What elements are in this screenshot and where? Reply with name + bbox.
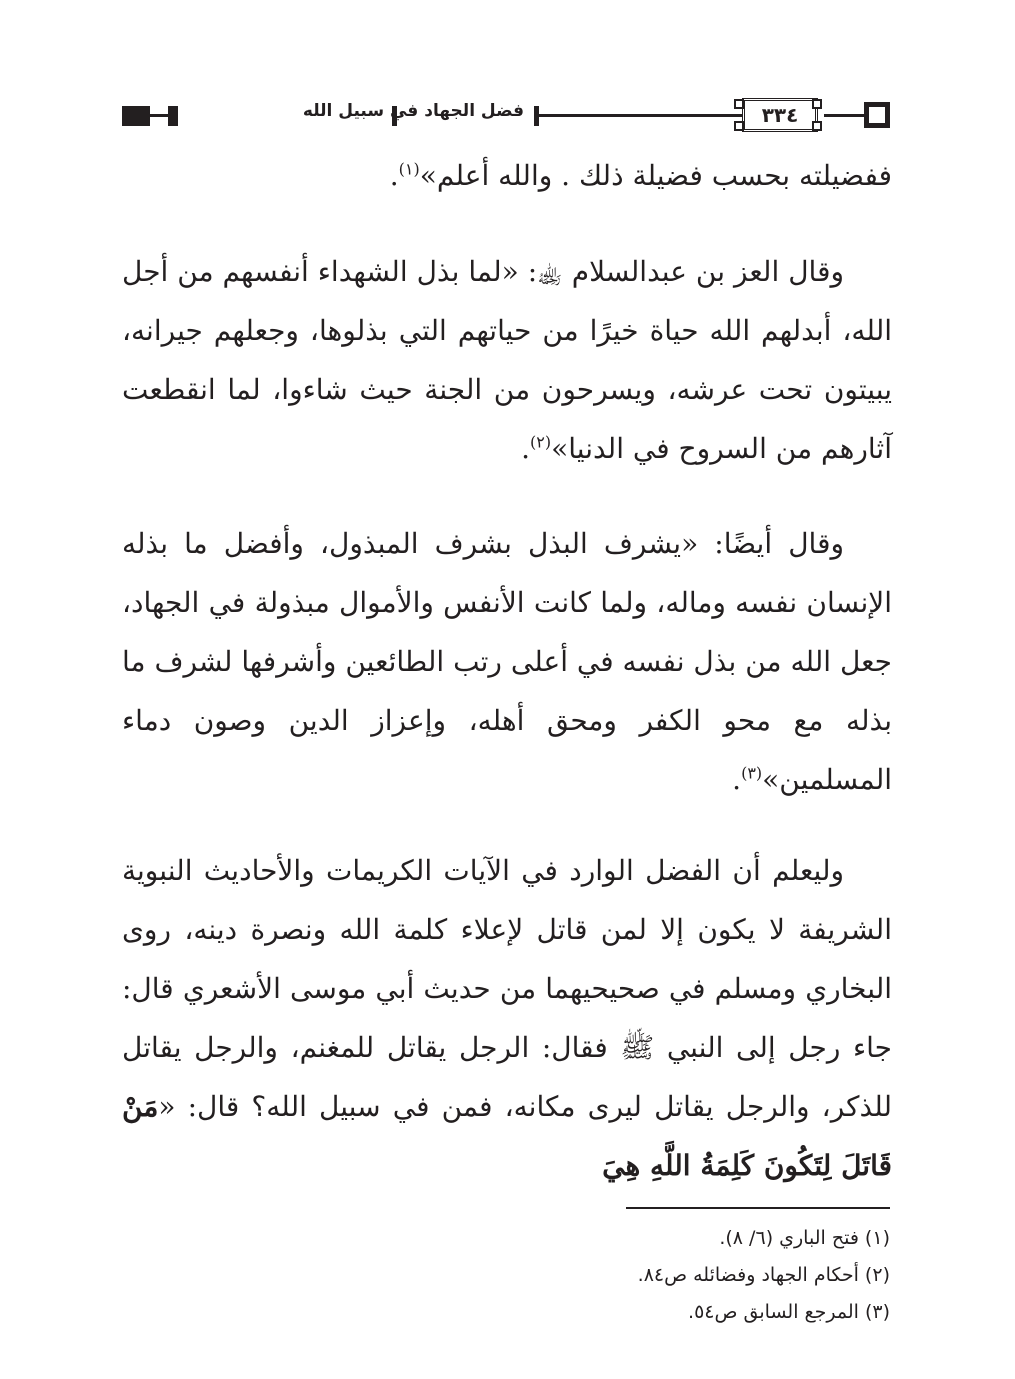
header-rule (824, 114, 864, 117)
header-left-bar (168, 106, 178, 126)
header-end-square (864, 102, 890, 128)
footnote-2: (٢) أحكام الجهاد وفضائله ص٨٤. (637, 1264, 890, 1286)
ornament-icon (812, 99, 822, 109)
paragraph-hadith (122, 841, 892, 1195)
header-rule (150, 114, 168, 117)
text-run: وليعلم أن الفضل الوارد في الآيات الكريمات والأحاديث النبوية الشريفة لا يكون إلا لمن قاتل لإعلاء كلمة الله ونصرة دينه، روى البخاري ومسلم في صحيحيهما من حديث أبي موسى الأشعري قال: جاء رجل إلى النبي ﷺ فقال: الرجل يقاتل للمغنم، والرجل يقاتل للذكر، والرجل يقاتل ليرى مكانه، فمن في سبيل الله؟ قال: « (122, 854, 892, 1123)
paragraph-text (122, 514, 892, 809)
text-run: . (732, 763, 742, 796)
paragraph-text (122, 146, 892, 205)
page-number: ٣٣٤ (742, 98, 818, 132)
text-run: . (389, 159, 399, 192)
text-run: ففضيلته بحسب فضيلة ذلك . والله أعلم» (419, 159, 892, 192)
footnote-ref: (٣) (741, 763, 763, 783)
paragraph-text (122, 242, 892, 478)
footnote-ref: (٢) (529, 432, 552, 452)
footnote-3: (٣) المرجع السابق ص٥٤. (688, 1301, 890, 1323)
text-run: وقال العز بن عبدالسلام ﵀: «لما بذل الشهداء أنفسهم من أجل الله، أبدلهم الله حياة خيرًا من حياتهم التي بذلوها، وجعلهم جيرانه، يبيتون تحت عرشه، ويسرحون من الجنة حيث شاءوا، لما انقطعت آثارهم من السروح في الدنيا» (122, 255, 892, 465)
header-left-block (122, 106, 150, 126)
running-title: فضل الجهاد في سبيل الله (302, 101, 524, 121)
footnote-separator (626, 1207, 890, 1209)
ornament-icon (812, 121, 822, 131)
text-run: وقال أيضًا: «يشرف البذل بشرف المبذول، وأفضل ما بذله الإنسان نفسه وماله، ولما كانت الأنفس والأموال مبذولة في الجهاد، جعل الله من بذل نفسه في أعلى رتب الطائعين وأشرفها لشرف ما بذله مع محو الكفر ومحق أهله، وإعزاز الدين وصون دماء المسلمين» (122, 527, 892, 796)
header-rule (539, 114, 742, 117)
paragraph-continuation (122, 146, 892, 205)
text-run: . (521, 432, 530, 465)
running-header (122, 96, 892, 136)
paragraph-izz-quote (122, 242, 892, 478)
paragraph-text (122, 841, 892, 1195)
footnote-ref: (١) (398, 159, 420, 179)
footnote-1: (١) فتح الباري (٦/ ٨). (719, 1227, 890, 1249)
paragraph-izz-quote-2 (122, 514, 892, 809)
footnotes (400, 1220, 890, 1331)
hadith-text: مَنْ قَاتَلَ لِتَكُونَ كَلِمَةُ اللَّهِ هِيَ (122, 1090, 892, 1182)
